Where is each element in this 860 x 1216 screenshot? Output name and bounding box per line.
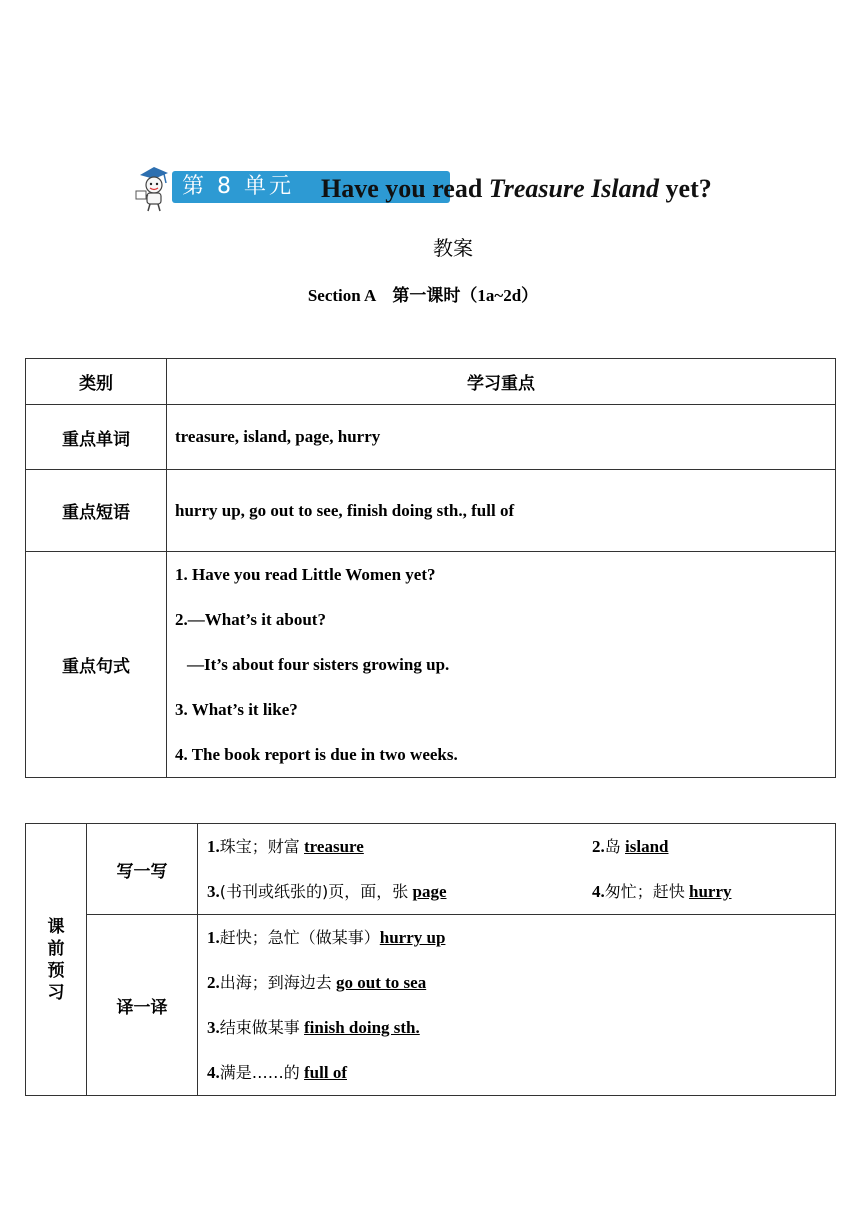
- item-answer: finish doing sth.: [304, 1018, 420, 1037]
- write-line: [207, 824, 835, 869]
- item-chinese: 匆忙；赶快: [604, 882, 685, 901]
- translate-line: [207, 960, 835, 1005]
- focus-table: [25, 358, 836, 778]
- write-item: [592, 869, 732, 914]
- item-chinese: (书刊或纸张的)页，面，张: [219, 882, 409, 901]
- item-number: 4.: [592, 882, 605, 901]
- unit-title-book: Treasure Island: [488, 174, 660, 203]
- focus-header-row: [26, 359, 836, 405]
- item-chinese: 岛: [604, 837, 621, 856]
- patterns-row: [26, 552, 836, 778]
- preview-side-text: 课前预习: [47, 916, 65, 1003]
- item-number: 2.: [207, 973, 220, 992]
- item-chinese: 出海；到海边去: [219, 973, 332, 992]
- mascot-icon: [134, 163, 172, 213]
- phrases-row: [26, 470, 836, 552]
- item-number: 3.: [207, 1018, 220, 1037]
- translate-content: [198, 915, 836, 1096]
- write-line: [207, 869, 835, 914]
- words-label: 重点单词: [26, 405, 167, 470]
- write-item: [207, 837, 364, 856]
- phrases-label: 重点短语: [26, 470, 167, 552]
- item-chinese: 珠宝；财富: [219, 837, 300, 856]
- patterns-content: [167, 552, 836, 778]
- unit-title: [321, 173, 712, 205]
- translate-line: [207, 1005, 835, 1050]
- write-item: [592, 824, 669, 869]
- item-number: 3.: [207, 882, 220, 901]
- write-label: 写一写: [87, 824, 198, 915]
- pattern-line: 2.—What’s it about?: [175, 610, 326, 629]
- words-content: treasure, island, page, hurry: [167, 405, 836, 470]
- item-answer: page: [412, 882, 447, 901]
- patterns-label: 重点句式: [26, 552, 167, 778]
- write-row: [26, 824, 836, 915]
- item-answer: hurry: [689, 882, 732, 901]
- translate-line: [207, 915, 835, 960]
- pattern-line: —It’s about four sisters growing up.: [187, 655, 450, 674]
- pattern-line: 4. The book report is due in two weeks.: [175, 745, 458, 764]
- item-chinese: 满是……的: [219, 1063, 300, 1082]
- item-answer: go out to sea: [336, 973, 427, 992]
- item-answer: full of: [304, 1063, 347, 1082]
- unit-header: [134, 163, 774, 213]
- pattern-line: 3. What’s it like?: [175, 700, 298, 719]
- section-title: Section A 第一课时（1a~2d）: [307, 286, 539, 305]
- write-content: [198, 824, 836, 915]
- unit-badge-text: 第 8 单元: [182, 174, 294, 199]
- item-chinese: 赶快；急忙（做某事）: [219, 928, 380, 947]
- header-category: 类别: [26, 359, 167, 405]
- item-number: 4.: [207, 1063, 220, 1082]
- unit-title-mark: ?: [698, 174, 712, 203]
- header-focus: 学习重点: [167, 359, 836, 405]
- preview-side-label: [26, 824, 87, 1096]
- item-answer: island: [625, 837, 669, 856]
- unit-title-part2: yet: [659, 174, 699, 203]
- doc-title: 教案: [433, 236, 473, 260]
- preview-table: [25, 823, 836, 1096]
- words-row: [26, 405, 836, 470]
- item-chinese: 结束做某事: [219, 1018, 300, 1037]
- translate-label: 译一译: [87, 915, 198, 1096]
- translate-line: [207, 1050, 835, 1095]
- item-number: 1.: [207, 837, 220, 856]
- translate-row: [26, 915, 836, 1096]
- pattern-line: 1. Have you read Little Women yet?: [175, 565, 436, 584]
- item-number: 2.: [592, 837, 605, 856]
- phrases-content: hurry up, go out to see, finish doing sth., full of: [167, 470, 836, 552]
- item-number: 1.: [207, 928, 220, 947]
- unit-title-part1: Have you read: [321, 174, 489, 203]
- write-item: [207, 882, 447, 901]
- item-answer: treasure: [304, 837, 364, 856]
- item-answer: hurry up: [379, 928, 446, 947]
